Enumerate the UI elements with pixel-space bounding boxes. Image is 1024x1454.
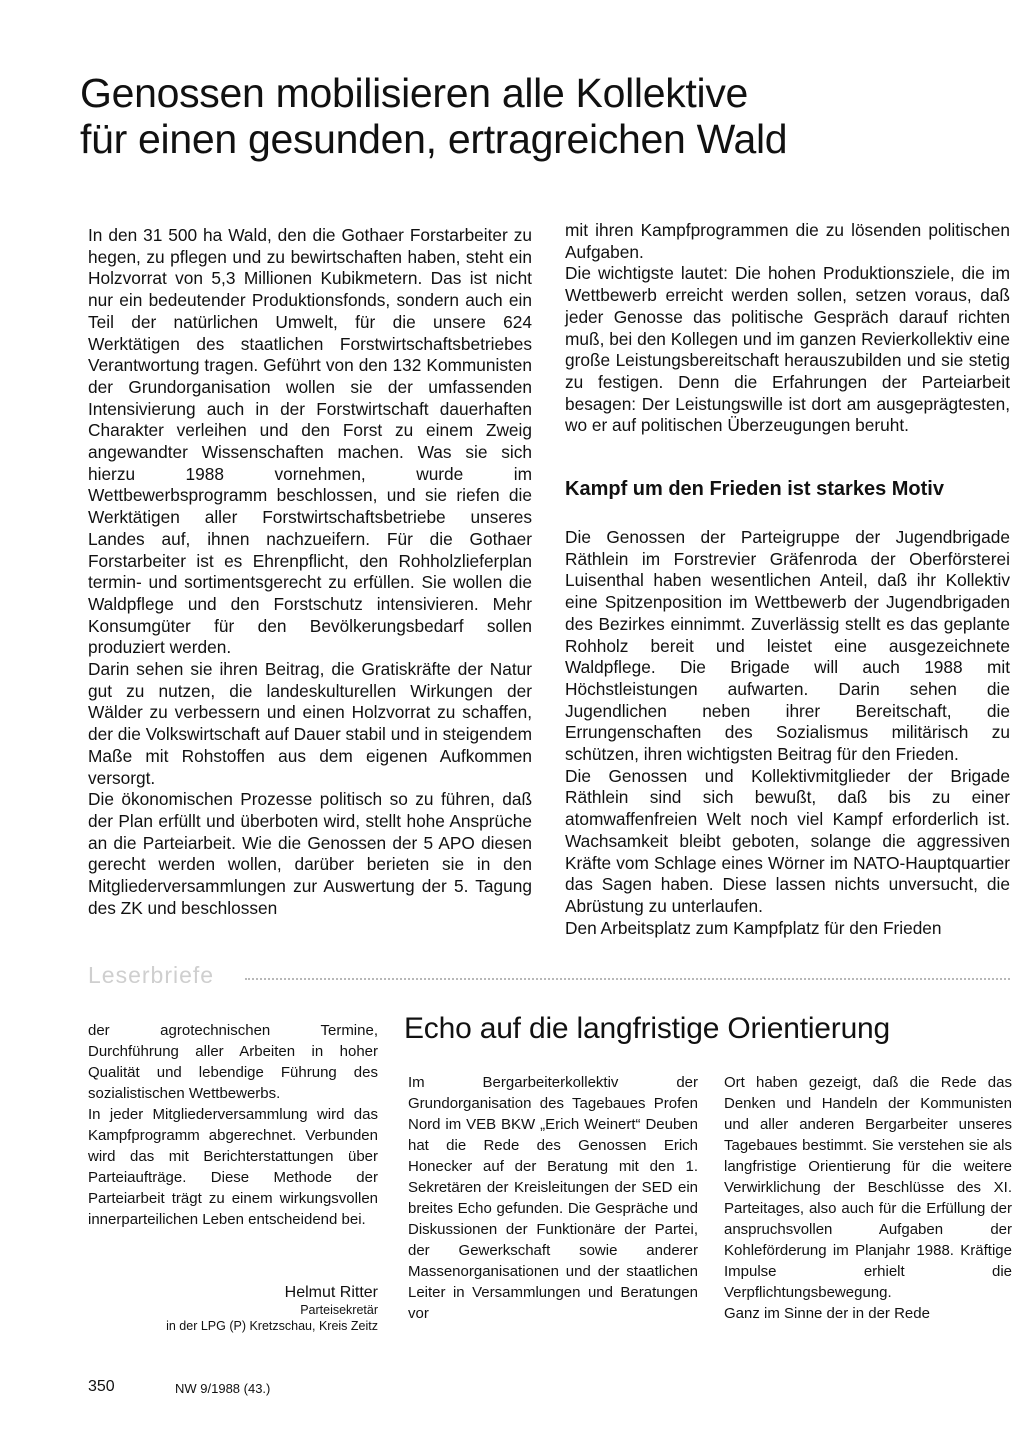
article-left-column: [88, 225, 532, 920]
author-organization: in der LPG (P) Kretzschau, Kreis Zeitz: [166, 1319, 378, 1333]
article-subheading: Kampf um den Frieden ist starkes Motiv: [565, 478, 944, 500]
paragraph: mit ihren Kampfprogrammen die zu lösenden politischen Aufgaben.: [565, 220, 1010, 262]
paragraph: Im Bergarbeiterkollektiv der Grundorganisation des Tagebaues Profen Nord im VEB BKW „Erich Weinert“ Deuben hat die Rede des Genossen Erich Honecker auf der Beratung mit den 1. Sekretären der Kreisleitungen der SED ein breites Echo gefunden. Die Gespräche und Diskussionen der Funktionäre der Partei, der Gewerkschaft sowie anderer Massenorganisationen und der staatlichen Leiter in Versammlungen und Beratungen vor: [408, 1074, 698, 1322]
letter-signature: [88, 1270, 378, 1334]
section-divider: [245, 978, 1010, 980]
article-right-column-lower: [565, 527, 1010, 939]
letter-headline: Echo auf die langfristige Orientierung: [404, 1012, 891, 1045]
paragraph: Die Genossen und Kollektivmitglieder der Brigade Räthlein sind sich bewußt, daß bis zu einer atomwaffenfreien Welt noch viel Kampf erforderlich ist. Wachsamkeit bleibt geboten, solange die aggressiven Kräfte vom Schlage eines Wörner im NATO-Hauptquartier das Sagen haben. Diese lassen nichts unversucht, die Abrüstung zu unterlaufen.: [565, 765, 1010, 916]
author-role: Parteisekretär: [300, 1303, 378, 1317]
letter-body: [88, 1020, 378, 1230]
author-name: Helmut Ritter: [284, 1284, 378, 1301]
paragraph: Die Genossen der Parteigruppe der Jugendbrigade Räthlein im Forstrevier Gräfenroda der Oberförsterei Luisenthal haben wesentlichen Anteil, daß ihr Kollektiv eine Spitzenposition im Wettbewerb der Jugendbrigaden des Bezirkes einnimmt. Zuverlässig stellt es das geplante Rohholz bereit und leistet eine ausgezeichnete Waldpflege. Die Brigade will auch 1988 mit Höchstleistungen aufwarten. Darin sehen die Jugendlichen neben ihrer Bereitschaft, die Errungenschaften des Sozialismus militärisch zu schützen, ihren wichtigsten Beitrag für den Frieden.: [565, 527, 1010, 765]
letter2-column-2: [724, 1072, 1012, 1324]
paragraph: Den Arbeitsplatz zum Kampfplatz für den Frieden: [565, 917, 942, 938]
paragraph: Ort haben gezeigt, daß die Rede das Denken und Handeln der Kommunisten und aller anderen Bergarbeiter unseres Tagebaues bestimmt. Sie verstehen sie als langfristige Orientierung für die weitere Verwirklichung der Beschlüsse des XI. Parteitages, also auch für die Erfüllung der anspruchsvollen Aufgaben der Kohleförderung im Planjahr 1988. Kräftige Impulse erhielt die Verpflichtungsbewegung.: [724, 1074, 1012, 1301]
paragraph: Darin sehen sie ihren Beitrag, die Gratiskräfte der Natur gut zu nutzen, die landeskulturellen Wirkungen der Wälder zu verbessern und einen Holzvorrat zu schaffen, der die Volkswirtschaft auf Dauer stabil und in steigendem Maße mit Rohstoffen aus dem eigenen Aufkommen versorgt.: [88, 659, 532, 788]
page-number: 350: [88, 1378, 115, 1395]
paragraph: Die wichtigste lautet: Die hohen Produktionsziele, die im Wettbewerb erreicht werden sollen, setzen voraus, daß jeder Genosse das politische Gespräch darauf richten muß, bei den Kollegen und im ganzen Revierkollektiv eine große Leistungsbereitschaft herauszubilden und sie stetig zu festigen. Denn die Erfahrungen der Parteiarbeit besagen: Der Leistungswille ist dort am ausgeprägtesten, wo er auf politischen Überzeugungen beruht.: [565, 263, 1010, 436]
letter2-column-1: [408, 1072, 698, 1324]
paragraph: Die ökonomischen Prozesse politisch so zu führen, daß der Plan erfüllt und überboten wird, stellt hohe Ansprüche an die Parteiarbeit. Wie die Genossen der 5 APO diesen gerecht werden wollen, darüber berieten sie in den Mitgliederversammlungen zur Auswertung der 5. Tagung des ZK und beschlossen: [88, 789, 532, 918]
article-right-column: [565, 220, 1010, 437]
article-headline: [80, 70, 980, 162]
paragraph: der agrotechnischen Termine, Durchführung aller Arbeiten in hoher Qualität und lebendige Führung des sozialistischen Wettbewerbs.: [88, 1022, 378, 1102]
issue-reference: NW 9/1988 (43.): [175, 1381, 271, 1396]
headline-line-2: für einen gesunden, ertragreichen Wald: [80, 116, 788, 162]
paragraph: Ganz im Sinne der in der Rede: [724, 1305, 930, 1322]
paragraph: In jeder Mitgliederversammlung wird das Kampfprogramm abgerechnet. Verbunden wird das mit Berichterstattungen über Parteiaufträge. Diese Methode der Parteiarbeit trägt zu einem wirkungsvollen innerparteilichen Leben entscheidend bei.: [88, 1106, 378, 1228]
headline-line-1: Genossen mobilisieren alle Kollektive: [80, 70, 749, 116]
paragraph: In den 31 500 ha Wald, den die Gothaer Forstarbeiter zu hegen, zu pflegen und zu bewirtschaften haben, steht ein Holzvorrat von 5,3 Millionen Kubikmetern. Das ist nicht nur ein bedeutender Produktionsfonds, sondern auch ein Teil der natürlichen Umwelt, für die unsere 624 Werktätigen des staatlichen Forstwirtschaftsbetriebes Verantwortung tragen. Geführt von den 132 Kommunisten der Grundorganisation wollen sie der umfassenden Intensivierung auch in der Forstwirtschaft dauerhaften Charakter verleihen und den Forst zu einem Zweig angewandter Wissenschaften machen. Was sie sich hierzu 1988 vornehmen, wurde im Wettbewerbsprogramm beschlossen, und sie riefen die Werktätigen aller Forstwirtschaftsbetriebe unseres Landes auf, ihnen nachzueifern. Für die Gothaer Forstarbeiter ist es Ehrenpflicht, den Rohholzlieferplan termin- und sortimentsgerecht zu erfüllen. Sie wollen die Waldpflege und den Forstschutz intensivieren. Mehr Konsumgüter für den Bevölkerungsbedarf sollen produziert werden.: [88, 225, 532, 658]
section-label: Leserbriefe: [88, 962, 215, 988]
